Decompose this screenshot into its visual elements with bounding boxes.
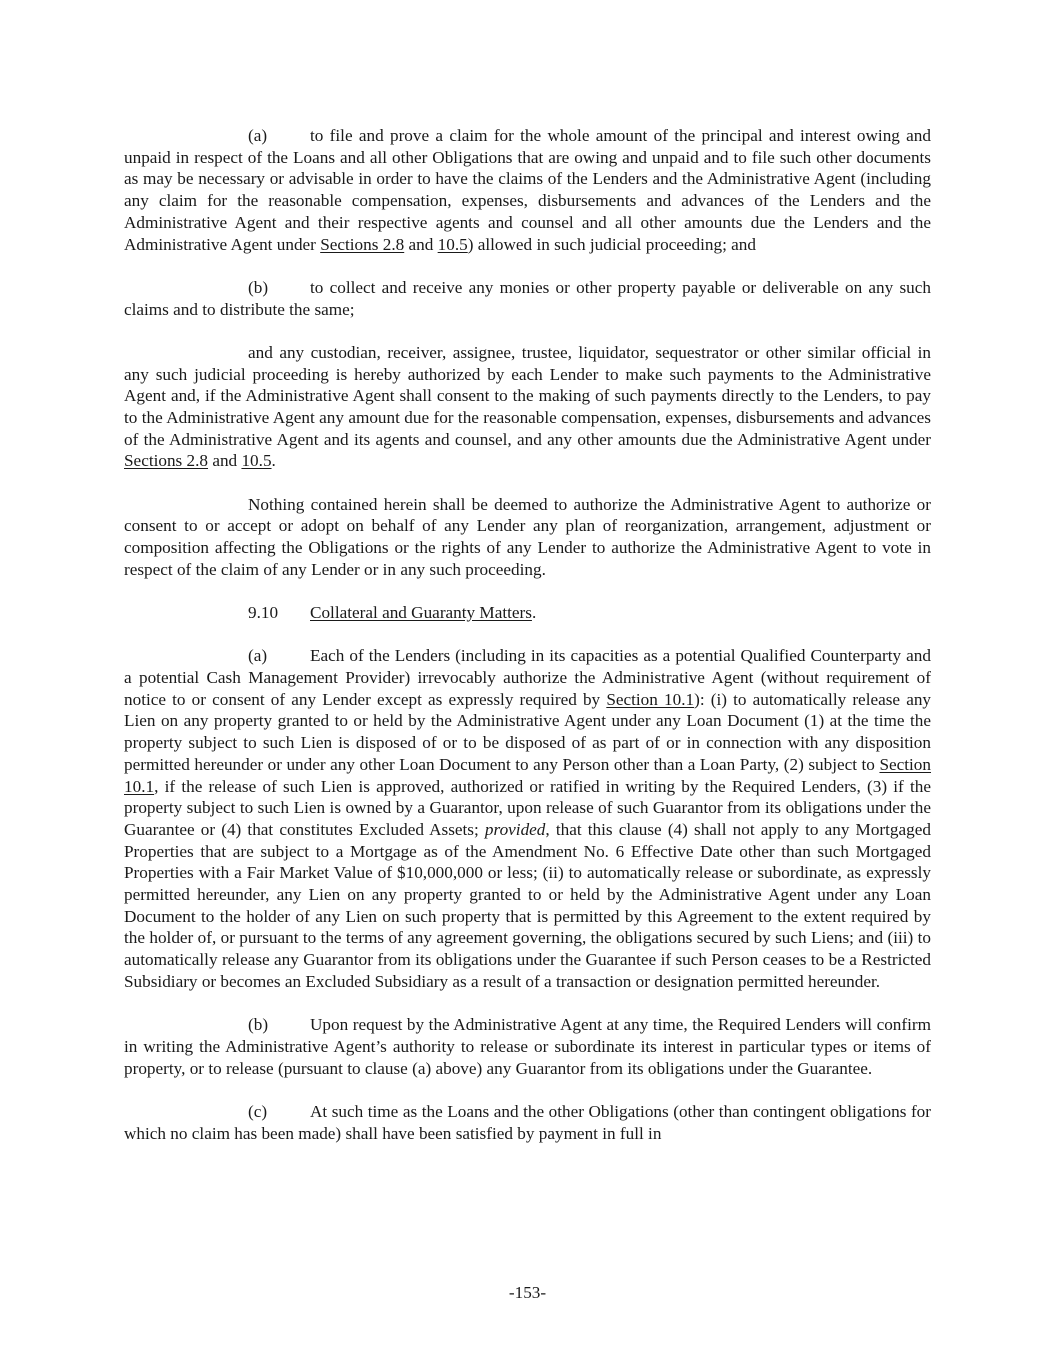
paragraph-text: Nothing contained herein shall be deemed to authorize the Administrative Agent to authorize or consent to or accept or adopt on behalf of any Lender any plan of reorganization, arrangement, adjustment or composition affecting the Obligations or the rights of any Lender to authorize the Administrative Agent to vote in respect of the claim of any Lender or in any such proceeding. <box>124 494 931 579</box>
section-number: 9.10 <box>248 603 279 623</box>
section-reference: Sections 2.8 <box>124 451 209 471</box>
section-reference: Section 10.1 <box>124 754 931 796</box>
paragraph-text: to file and prove a claim for the whole amount of the principal and interest owing and unpaid in respect of the Loans and all other Obligations that are owing and unpaid and to file such other documents as may be necessary or advisable in order to have the claims of the Lenders and the Administrative Agent (including any claim for the reasonable compensation, expenses, disbursements and advances of the Lenders and the Administrative Agent and their respective agents and counsel and all other amounts due the Lenders and the Administrative Agent under <box>124 126 931 254</box>
paragraph-text: , that this clause (4) shall not apply to any Mortgaged Properties that are subject to a Mortgage as of the Amendment No. 6 Effective Date other than such Mortgaged Properties with a Fair Market Value of $10,000,000 or less; (ii) to automatically release or subordinate, as expressly permitted hereunder, any Lien on any property granted to or held by the Administrative Agent under any Loan Document to the holder of any Lien on such property that is permitted by this Agreement to the extent required by the holder of, or pursuant to the terms of any agreement governing, the obligations secured by such Liens; and (iii) to automatically release any Guarantor from its obligations under the Guarantee if such Person ceases to be a Restricted Subsidiary or becomes an Excluded Subsidiary as a result of a transaction or designation permitted hereunder. <box>124 819 931 991</box>
paragraph-custodian <box>124 342 931 472</box>
paragraph-text: to collect and receive any monies or other property payable or deliverable on any such claims and to distribute the same; <box>124 277 931 319</box>
section-heading <box>124 602 931 624</box>
paragraph-text: At such time as the Loans and the other Obligations (other than contingent obligations for which no claim has been made) shall have been satisfied by payment in full in <box>124 1101 931 1143</box>
section-reference: Section 10.1 <box>606 689 695 709</box>
section-reference: 10.5 <box>241 451 272 471</box>
paragraph-text: . <box>271 451 276 471</box>
section-title-suffix: . <box>531 603 537 623</box>
paragraph-text: Each of the Lenders (including in its capacities as a potential Qualified Counterparty and a potential Cash Management Provider) irrevocably authorize the Administrative Agent (without requirement of notice to or consent of any Lender except as expressly required by <box>124 646 931 709</box>
paragraph-a-collateral <box>124 645 931 992</box>
clause-label: (c) <box>248 1101 268 1121</box>
section-reference: Sections 2.8 <box>320 234 405 254</box>
paragraph-text: Upon request by the Administrative Agent at any time, the Required Lenders will confirm in writing the Administrative Agent’s authority to release or subordinate its interest in particular types or items of property, or to release (pursuant to clause (a) above) any Guarantor from its obligations under the Guarantee. <box>124 1015 931 1078</box>
paragraph-text: , if the release of such Lien is approved, authorized or ratified in writing by the Required Lenders, (3) if the property subject to such Lien is owned by a Guarantor, upon release of such Guarantor from its obligations under the Guarantee or (4) that constitutes Excluded Assets; <box>124 776 931 839</box>
paragraph-text: ): (i) to automatically release any Lien on any property granted to or held by the Administrative Agent under any Loan Document (1) at the time the property subject to such Lien is disposed of or to be disposed of as part of or in connection with any disposition permitted hereunder or under any other Loan Document to any Person other than a Loan Party, (2) subject to <box>124 689 932 774</box>
clause-label: (a) <box>248 646 268 666</box>
section-reference: 10.5 <box>437 234 468 254</box>
paragraph-text: and <box>404 234 438 254</box>
paragraph-a-file-claim <box>124 125 931 255</box>
page-number: -153- <box>508 1283 547 1302</box>
clause-label: (b) <box>248 1015 269 1035</box>
paragraph-text: and <box>208 451 242 471</box>
paragraph-text: and any custodian, receiver, assignee, trustee, liquidator, sequestrator or other similar official in any such judicial proceeding is hereby authorized by each Lender to make such payments to the Administrative Agent and, if the Administrative Agent shall consent to the making of such payments directly to the Lenders, to pay to the Administrative Agent any amount due for the reasonable compensation, expenses, disbursements and advances of the Administrative Agent and its agents and counsel, and any other amounts due the Administrative Agent under <box>124 342 931 449</box>
clause-label: (a) <box>248 126 268 145</box>
paragraph-b-collect <box>124 277 931 320</box>
paragraph-b-confirm <box>124 1014 931 1079</box>
italic-term: provided <box>484 819 546 839</box>
section-title: Collateral and Guaranty Matters <box>310 603 532 623</box>
paragraph-text: ) allowed in such judicial proceeding; and <box>467 234 756 254</box>
paragraph-c-satisfied <box>124 1101 931 1144</box>
paragraph-nothing-contained <box>124 494 931 581</box>
document-page <box>124 125 931 1166</box>
clause-label: (b) <box>248 277 269 297</box>
